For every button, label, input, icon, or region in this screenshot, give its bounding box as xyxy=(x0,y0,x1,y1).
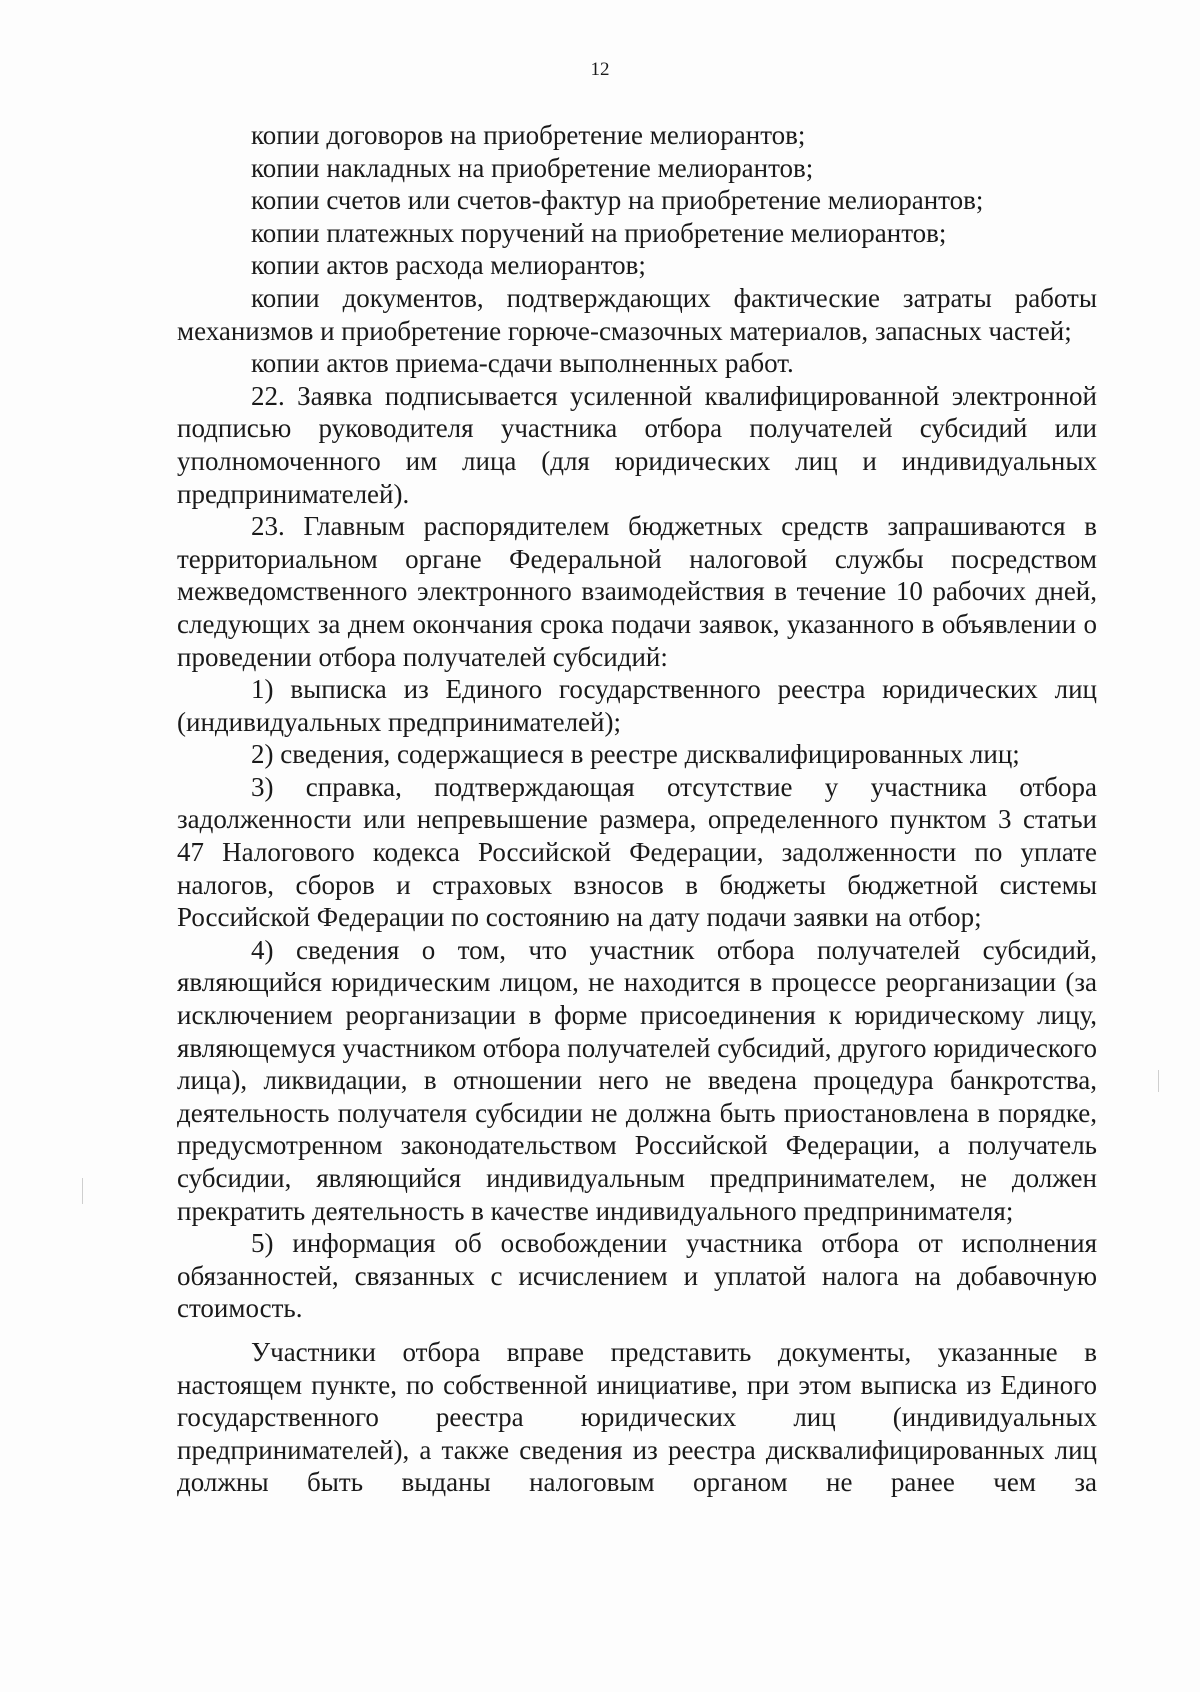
paragraph-subitem-4: 4) сведения о том, что участник отбора получателей субсидий, являющийся юридическим лицом, не находится в процессе реорганизации (за исключением реорганизации в форме присоединения к юридическому лицу, являющемуся участником отбора получателей субсидий, другого юридического лица), ликвидации, в отношении него не введена процедура банкротства, деятельность получателя субсидии не должна быть приостановлена в порядке, предусмотренном законодательством Российской Федерации, а получатель субсидии, являющийся индивидуальным предпринимателем, не должен прекратить деятельность в качестве индивидуального предпринимателя; xyxy=(177,934,1097,1226)
scan-margin-mark xyxy=(82,1178,83,1204)
paragraph-subitem-3: 3) справка, подтверждающая отсутствие у участника отбора задолженности или непревышение размера, определенного пунктом 3 статьи 47 Налогового кодекса Российской Федерации, задолженности по уплате налогов, сборов и страховых взносов в бюджеты бюджетной системы Российской Федерации по состоянию на дату подачи заявки на отбор; xyxy=(177,771,1097,933)
paragraph-melioration-bills: копии счетов или счетов-фактур на приобретение мелиорантов; xyxy=(251,185,984,216)
paragraph-participants-initiative: Участники отбора вправе представить документы, указанные в настоящем пункте, по собственной инициативе, при этом выписка из Единого государственного реестра юридических лиц (индивидуальных предпринимателей), а также сведения из реестра дисквалифицированных лиц должны быть выданы налоговым органом не ранее чем за xyxy=(177,1336,1097,1498)
scan-margin-mark xyxy=(1158,1070,1159,1092)
paragraph-actual-costs-documents: копии документов, подтверждающих фактические затраты работы механизмов и приобретение горюче-смазочных материалов, запасных частей; xyxy=(177,282,1097,346)
paragraph-item-23: 23. Главным распорядителем бюджетных средств запрашиваются в территориальном органе Федеральной налоговой службы посредством межведомственного электронного взаимодействия в течение 10 рабочих дней, следующих за днем окончания срока подачи заявок, указанного в объявлении о проведении отбора получателей субсидий: xyxy=(177,511,1097,672)
page-number: 12 xyxy=(590,59,610,80)
paragraph-subitem-5: 5) информация об освобождении участника отбора от исполнения обязанностей, связанных с исчислением и уплатой налога на добавочную стоимость. xyxy=(177,1228,1097,1324)
paragraph-acceptance-acts: копии актов приема-сдачи выполненных работ. xyxy=(251,348,794,379)
paragraph-subitem-1: 1) выписка из Единого государственного реестра юридических лиц (индивидуальных предпринимателей); xyxy=(177,674,1097,737)
document-body xyxy=(177,119,1097,1499)
paragraph-melioration-invoices: копии накладных на приобретение мелиорантов; xyxy=(251,152,814,183)
paragraph-melioration-consumption-acts: копии актов расхода мелиорантов; xyxy=(251,250,646,281)
paragraph-subitem-2: 2) сведения, содержащиеся в реестре дисквалифицированных лиц; xyxy=(251,739,1020,770)
paragraph-melioration-contracts: копии договоров на приобретение мелиорантов; xyxy=(251,120,806,150)
paragraph-item-22: 22. Заявка подписывается усиленной квалифицированной электронной подписью руководителя участника отбора получателей субсидий или уполномоченного им лица (для юридических лиц и индивидуальных предпринимателей). xyxy=(177,380,1097,509)
paragraph-melioration-payment-orders: копии платежных поручений на приобретение мелиорантов; xyxy=(251,217,947,248)
